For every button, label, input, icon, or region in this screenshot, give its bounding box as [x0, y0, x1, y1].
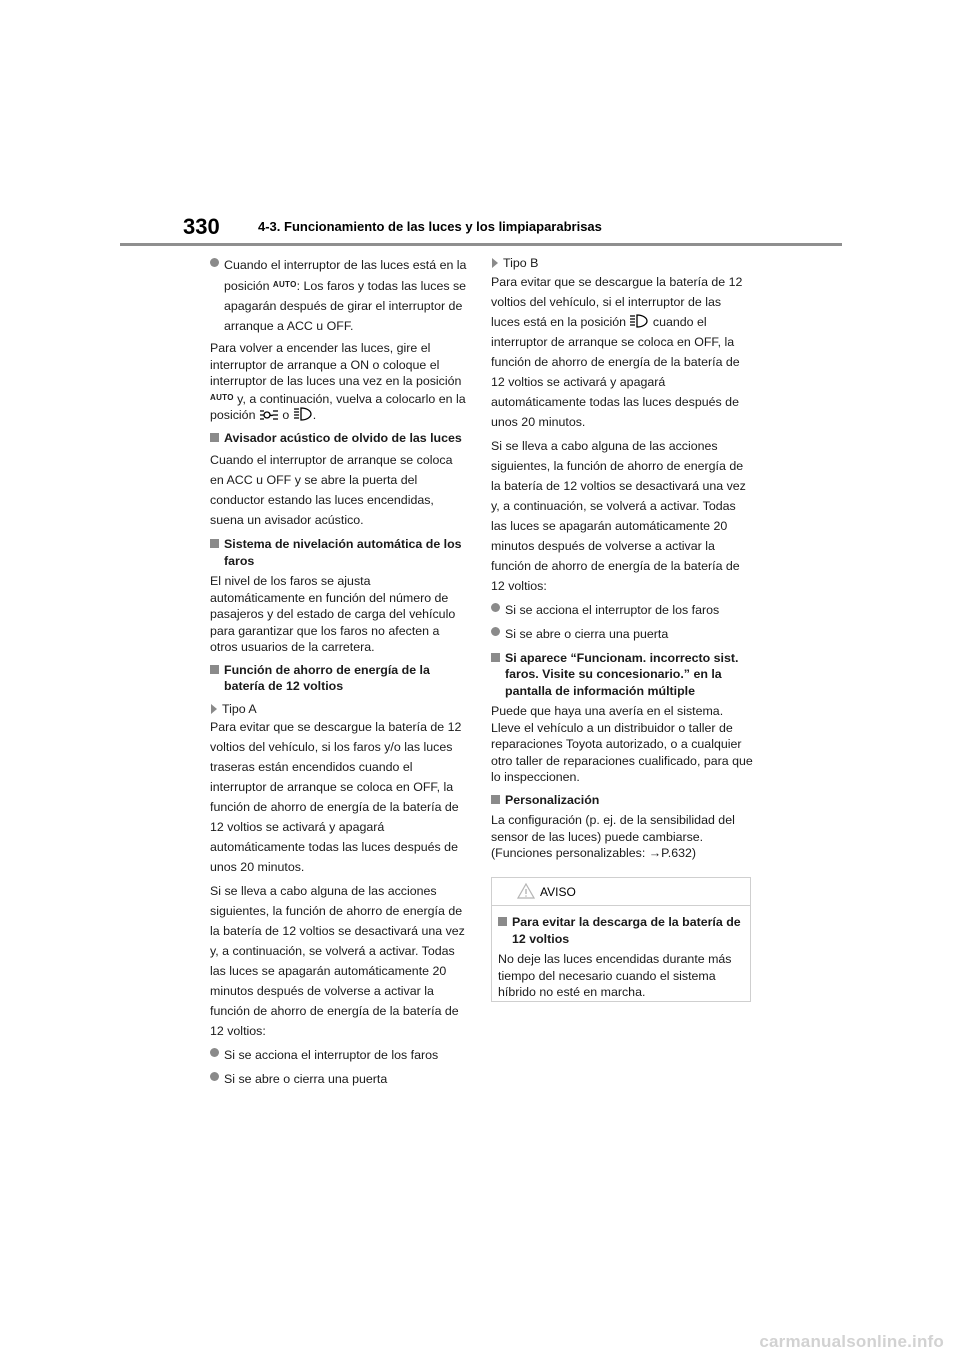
paragraph-type-a: Para evitar que se descargue la batería de 12 voltios del vehículo, si los faros y/o las luces traseras están encendidos cuando el interruptor de arranque se coloca en OFF, la función de ahorro de energía de la batería de 12 voltios se activará y apagará automáticamente todas las luces después de unos 20 minutos. — [210, 720, 462, 874]
tail-light-icon — [259, 409, 279, 421]
heading-battery-saver: Función de ahorro de energía de la batería de 12 voltios — [210, 662, 468, 695]
auto-position-icon: AUTO — [210, 392, 234, 402]
paragraph-auto-leveling: El nivel de los faros se ajusta automáticamente en función del número de pasajeros y del estado de carga del vehículo para garantizar que los faros no afecten a otros usuarios de la carretera. — [210, 574, 456, 654]
type-a-label: Tipo A — [210, 701, 468, 718]
section-square-icon — [498, 917, 507, 926]
heading-auto-leveling: Sistema de nivelación automática de los faros — [210, 536, 468, 569]
section-title: 4-3. Funcionamiento de las luces y los limpiaparabrisas — [258, 219, 602, 234]
bullet-door: Si se abre o cierra una puerta — [491, 624, 753, 644]
type-b-label: Tipo B — [491, 255, 753, 272]
warning-title: AVISO — [540, 885, 576, 899]
right-column — [491, 255, 753, 866]
warning-header — [492, 878, 750, 906]
bullet-headlight-switch: Si se acciona el interruptor de los faros — [210, 1045, 468, 1065]
left-column — [210, 255, 468, 1093]
heading-customization: Personalización — [491, 792, 753, 809]
bullet-dot-icon — [491, 627, 500, 636]
paragraph-type-b-actions: Si se lleva a cabo alguna de las acciones siguientes, la función de ahorro de energía de la batería de 12 voltios se desactivará una vez y, a continuación, se volverá a activar. Todas las luces se apagarán automáticamente 20 minutos después de volverse a activar la función de ahorro de energía de la batería de 12 voltios: — [491, 438, 746, 593]
paragraph-light-reminder: Cuando el interruptor de arranque se coloca en ACC u OFF y se abre la puerta del conductor estando las luces encendidas, suena un avisador acústico. — [210, 453, 453, 527]
paragraph-reenable: Para volver a encender las luces, gire el interruptor de arranque a ON o coloque el interruptor de las luces una vez en la posición $^{AUTO}$ y, a continuación, vuelva a colocarlo en la posición o . — [210, 341, 466, 422]
bullet-dot-icon — [210, 258, 219, 267]
warning-box — [491, 877, 751, 1002]
section-square-icon — [491, 653, 500, 662]
triangle-pointer-icon — [211, 704, 217, 714]
paragraph-malfunction: Puede que haya una avería en el sistema. Lleve el vehículo a un distribuidor o taller de reparaciones Toyota autorizado, o a cualquier otro taller de reparaciones cualificado, para que lo inspeccionen. — [491, 704, 753, 784]
paragraph-type-a-actions: Si se lleva a cabo alguna de las acciones siguientes, la función de ahorro de energía de la batería de 12 voltios se desactivará una vez y, a continuación, se volverá a activar. Todas las luces se apagarán automáticamente 20 minutos después de volverse a activar la función de ahorro de energía de la batería de 12 voltios: — [210, 884, 465, 1038]
headlight-icon — [293, 407, 313, 421]
headlight-icon — [629, 314, 649, 328]
warning-triangle-icon — [517, 883, 535, 899]
heading-malfunction-message: Si aparece “Funcionam. incorrecto sist. faros. Visite su concesionario.” en la pantalla de información múltiple — [491, 650, 753, 700]
bullet-dot-icon — [210, 1048, 219, 1057]
section-square-icon — [491, 795, 500, 804]
watermark: carmanualsonline.info — [759, 1332, 944, 1351]
auto-position-icon: AUTO — [272, 280, 297, 289]
bullet-headlight-switch: Si se acciona el interruptor de los faros — [491, 600, 753, 620]
triangle-pointer-icon — [492, 258, 498, 268]
warning-heading: Para evitar la descarga de la batería de 12 voltios — [498, 914, 744, 947]
section-square-icon — [210, 433, 219, 442]
bullet-dot-icon — [210, 1072, 219, 1081]
warning-body — [492, 906, 750, 1001]
paragraph-customization: La configuración (p. ej. de la sensibilidad del sensor de las luces) puede cambiarse. (Funciones personalizables: →P.632) — [491, 813, 735, 860]
bullet-auto-off: Cuando el interruptor de las luces está en la posición $^{AUTO}$: Los faros y todas las luces se apagarán después de girar el interruptor de arranque a ACC u OFF. — [210, 255, 468, 336]
bullet-dot-icon — [491, 603, 500, 612]
paragraph-type-b: Para evitar que se descargue la batería de 12 voltios del vehículo, si el interruptor de las luces está en la posición cuando el interruptor de arranque se coloca en OFF, la función de ahorro de energía de la batería de 12 voltios se activará y apagará automáticamente todas las luces después de unos 20 minutos. — [491, 274, 743, 429]
heading-light-reminder: Avisador acústico de olvido de las luces — [210, 430, 468, 447]
section-square-icon — [210, 539, 219, 548]
page-number: 330 — [183, 214, 220, 239]
section-square-icon — [210, 665, 219, 674]
warning-text: No deje las luces encendidas durante más tiempo del necesario cuando el sistema híbrido no esté en marcha. — [498, 952, 732, 999]
header-rule — [120, 243, 842, 246]
bullet-door: Si se abre o cierra una puerta — [210, 1069, 468, 1089]
